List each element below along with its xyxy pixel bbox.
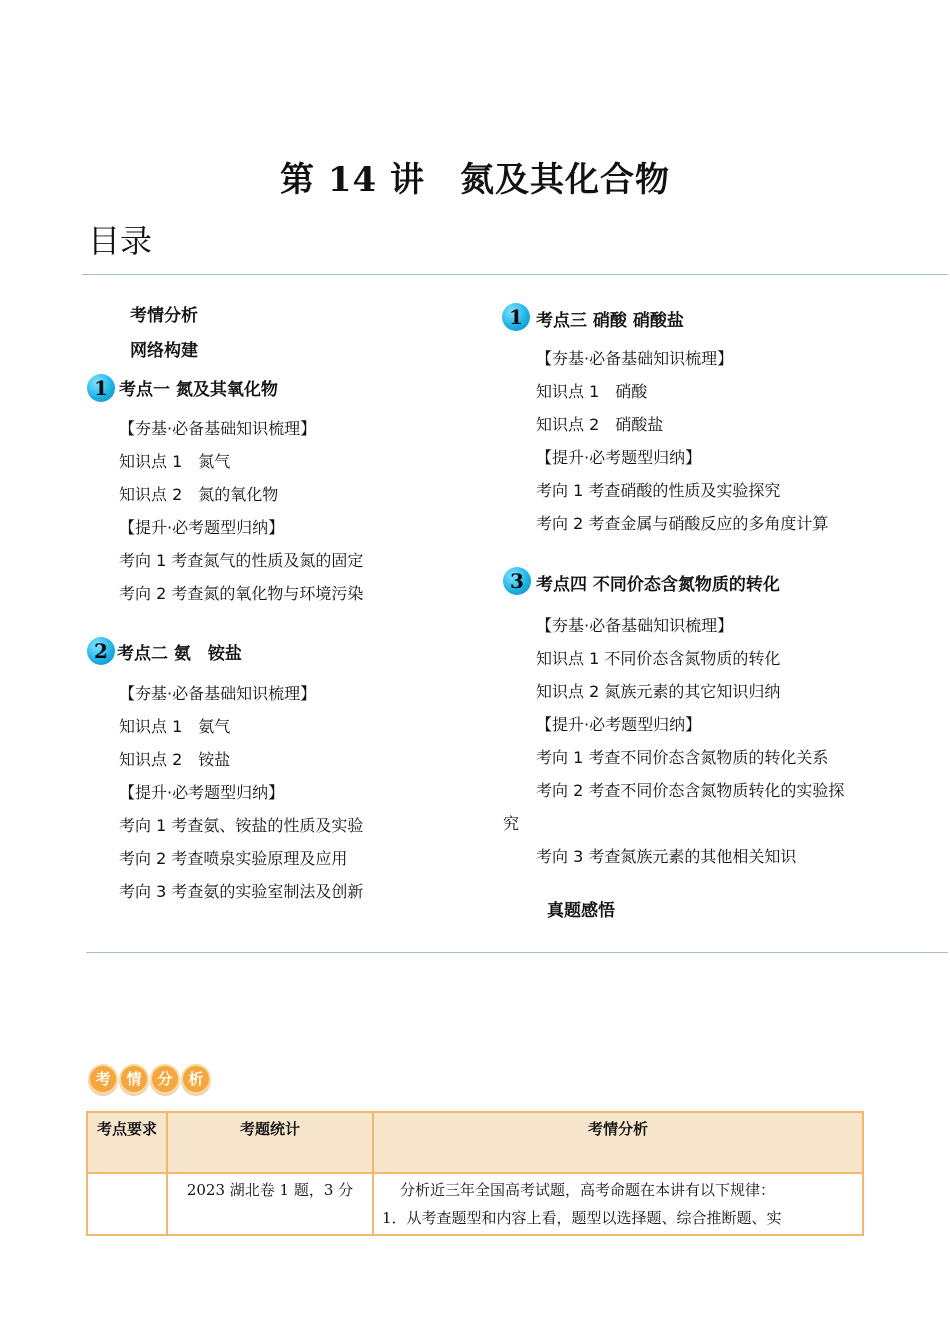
table-cell [373, 1173, 863, 1235]
toc-item[interactable]: 考向 1 考查氨、铵盐的性质及实验 [119, 816, 364, 835]
toc-item[interactable]: 知识点 2 氮族元素的其它知识归纳 [536, 682, 781, 701]
table-header-cell: 考题统计 [167, 1112, 373, 1173]
toc-item[interactable]: 【夯基·必备基础知识梳理】 [536, 349, 734, 368]
table-cell [87, 1173, 167, 1235]
kaoqing-section-tag [88, 1064, 212, 1098]
toc-section-heading[interactable]: 考点三 硝酸 硝酸盐 [536, 311, 684, 331]
toc-item[interactable]: 考向 2 考查不同价态含氮物质转化的实验探 [536, 781, 845, 800]
toc-item[interactable]: 知识点 1 硝酸 [536, 382, 648, 401]
toc-item[interactable]: 知识点 1 氮气 [119, 452, 231, 471]
page-title: 第 14 讲 氮及其化合物 [280, 160, 670, 200]
toc-item[interactable]: 知识点 2 硝酸盐 [536, 415, 664, 434]
toc-item[interactable]: 知识点 2 铵盐 [119, 750, 231, 769]
toc-item-wrap[interactable]: 究 [503, 814, 520, 833]
tag-char: 分 [150, 1064, 180, 1094]
tag-char: 考 [88, 1064, 118, 1094]
toc-section-heading[interactable]: 考点四 不同价态含氮物质的转化 [536, 575, 780, 595]
toc-item[interactable]: 知识点 1 氨气 [119, 717, 231, 736]
toc-item[interactable]: 考向 1 考查氮气的性质及氮的固定 [119, 551, 364, 570]
toc-item[interactable]: 知识点 2 氮的氧化物 [119, 485, 279, 504]
toc-item[interactable]: 考向 2 考查金属与硝酸反应的多角度计算 [536, 514, 829, 533]
toc-section-heading[interactable]: 考点一 氮及其氧化物 [119, 380, 278, 400]
toc-item[interactable]: 考向 1 考查硝酸的性质及实验探究 [536, 481, 781, 500]
toc-heading: 目录 [88, 222, 153, 260]
table-header-cell: 考点要求 [87, 1112, 167, 1173]
toc-link-zhenti[interactable]: 真题感悟 [547, 901, 615, 921]
number-badge-icon: 1 [502, 303, 530, 331]
toc-top-divider [82, 274, 948, 275]
analysis-text: 1．从考查题型和内容上看，题型以选择题、综合推断题、实 [382, 1209, 782, 1227]
toc-link-kaoqing[interactable]: 考情分析 [130, 306, 198, 326]
kaoqing-table [86, 1111, 864, 1236]
toc-item[interactable]: 【夯基·必备基础知识梳理】 [536, 616, 734, 635]
tag-char: 析 [181, 1064, 211, 1094]
toc-item[interactable]: 【提升·必考题型归纳】 [536, 448, 702, 467]
table-row [87, 1173, 863, 1235]
toc-item[interactable]: 考向 2 考查喷泉实验原理及应用 [119, 849, 348, 868]
toc-link-network[interactable]: 网络构建 [130, 341, 198, 361]
toc-item[interactable]: 考向 3 考查氮族元素的其他相关知识 [536, 847, 797, 866]
toc-item[interactable]: 考向 2 考查氮的氧化物与环境污染 [119, 584, 364, 603]
toc-item[interactable]: 【提升·必考题型归纳】 [536, 715, 702, 734]
number-badge-icon: 1 [87, 374, 115, 402]
toc-item[interactable]: 考向 1 考查不同价态含氮物质的转化关系 [536, 748, 829, 767]
toc-section-heading[interactable]: 考点二 氨 铵盐 [117, 644, 242, 664]
table-cell: 2023 湖北卷 1 题，3 分 [167, 1173, 373, 1235]
analysis-text: 分析近三年全国高考试题，高考命题在本讲有以下规律： [400, 1181, 776, 1199]
tag-char: 情 [119, 1064, 149, 1094]
number-badge-icon: 3 [503, 567, 531, 595]
table-header-row [87, 1112, 863, 1173]
number-badge-icon: 2 [87, 637, 115, 665]
toc-item[interactable]: 【提升·必考题型归纳】 [119, 783, 285, 802]
table-header-cell: 考情分析 [373, 1112, 863, 1173]
toc-bottom-divider [86, 952, 948, 953]
toc-item[interactable]: 【夯基·必备基础知识梳理】 [119, 419, 317, 438]
toc-item[interactable]: 考向 3 考查氨的实验室制法及创新 [119, 882, 364, 901]
toc-item[interactable]: 知识点 1 不同价态含氮物质的转化 [536, 649, 781, 668]
toc-item[interactable]: 【夯基·必备基础知识梳理】 [119, 684, 317, 703]
toc-item[interactable]: 【提升·必考题型归纳】 [119, 518, 285, 537]
